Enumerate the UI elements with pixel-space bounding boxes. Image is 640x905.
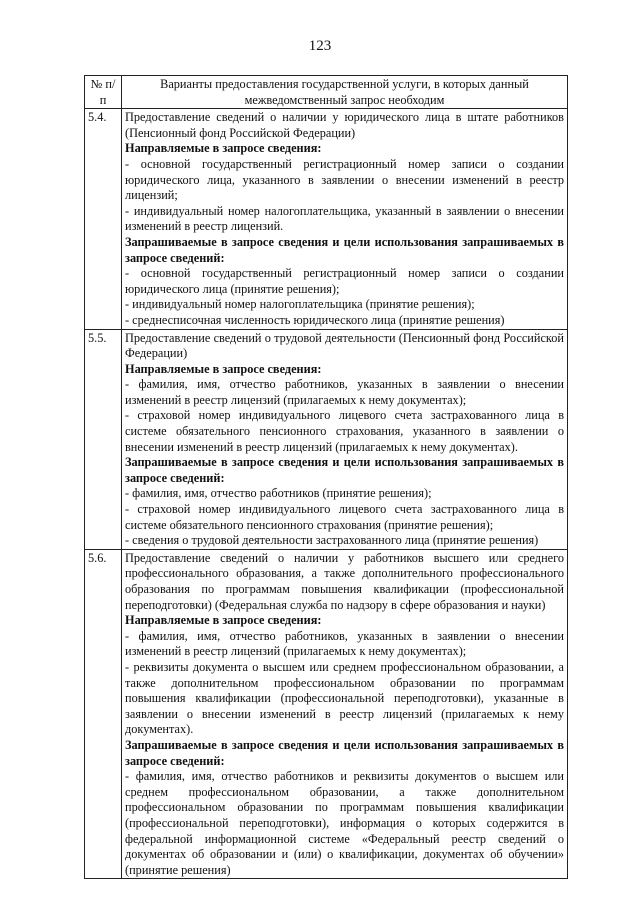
paragraph: - фамилия, имя, отчество работников, указанных в заявлении о внесении изменений в реестр лицензий (прилагаемых к нему документах);: [125, 377, 564, 407]
row-number: 5.4.: [85, 109, 122, 329]
paragraph: - страховой номер индивидуального лицевого счета застрахованного лица в системе обязательного пенсионного страхования (принятие решения);: [125, 502, 564, 532]
paragraph: - сведения о трудовой деятельности застрахованного лица (принятие решения): [125, 533, 539, 548]
paragraph: - основной государственный регистрационный номер записи о создании юридического лица (принятие решения);: [125, 266, 564, 296]
paragraph: - индивидуальный номер налогоплательщика, указанный в заявлении о внесении изменений в реестр лицензий.: [125, 203, 564, 234]
paragraph: - страховой номер индивидуального лицевого счета застрахованного лица в системе обязательного пенсионного страхования, указанного в заявлении о внесении изменений в реестр лицензий (прилагаемых к нему документах).: [125, 408, 564, 454]
row-content: [122, 329, 568, 549]
section-heading: Направляемые в запросе сведения:: [125, 141, 322, 156]
section-heading: Направляемые в запросе сведения:: [125, 361, 322, 376]
paragraph: - фамилия, имя, отчество работников и реквизиты документов о высшем или среднем профессиональном образовании, а также дополнительном профессиональном образовании по программам повышения квалификации (профессиональной переподготовки), информация о которых содержится в федеральной информационной системе «Федеральный реестр сведений о документах об образовании и (или) о квалификации, документах об обучении» (принятие решения): [125, 769, 564, 877]
services-table: [84, 75, 568, 879]
section-heading: Запрашиваемые в запросе сведения и цели использования запрашиваемых в запросе сведений:: [125, 737, 564, 768]
paragraph: - основной государственный регистрационный номер записи о создании юридического лица, указанного в заявлении о внесении изменений в реестр лицензий;: [125, 156, 564, 203]
section-heading: Направляемые в запросе сведения:: [125, 613, 322, 628]
page-number: 123: [308, 38, 332, 54]
table-row: [85, 329, 568, 549]
table-row: [85, 549, 568, 878]
paragraph: Предоставление сведений о наличии у работников высшего или среднего профессионального образования, а также дополнительного профессионального образования по программам повышения квалификации (профессиональной переподготовки) (Федеральная служба по надзору в сфере образования и науки): [125, 550, 564, 612]
paragraph: Предоставление сведений о наличии у юридического лица в штате работников (Пенсионный фонд Российской Федерации): [125, 110, 564, 140]
header-title-column: Варианты предоставления государственной услуги, в которых данный межведомственный запрос необходим: [122, 76, 568, 109]
row-number: 5.6.: [85, 549, 122, 878]
row-number: 5.5.: [85, 329, 122, 549]
table-body: [85, 109, 568, 879]
paragraph: - фамилия, имя, отчество работников, указанных в заявлении о внесении изменений в реестр лицензий (прилагаемых к нему документах);: [125, 628, 564, 659]
paragraph: - фамилия, имя, отчество работников (принятие решения);: [125, 486, 432, 501]
header-number-column: № п/п: [85, 76, 122, 109]
table-header-row: [85, 76, 568, 109]
table-row: [85, 109, 568, 329]
paragraph: - индивидуальный номер налогоплательщика (принятие решения);: [125, 297, 475, 312]
row-content: [122, 549, 568, 878]
row-content: [122, 109, 568, 329]
section-heading: Запрашиваемые в запросе сведения и цели использования запрашиваемых в запросе сведений:: [125, 234, 564, 265]
paragraph: - реквизиты документа о высшем или среднем профессиональном образовании, а также дополнительном профессиональном образовании по программам повышения квалификации (профессиональной переподготовки), указанные в заявлении о внесении изменений в реестр лицензий (прилагаемых к нему документах).: [125, 659, 564, 737]
paragraph: - среднесписочная численность юридического лица (принятие решения): [125, 312, 505, 327]
section-heading: Запрашиваемые в запросе сведения и цели использования запрашиваемых в запросе сведений:: [125, 455, 564, 485]
paragraph: Предоставление сведений о трудовой деятельности (Пенсионный фонд Российской Федерации): [125, 330, 564, 361]
